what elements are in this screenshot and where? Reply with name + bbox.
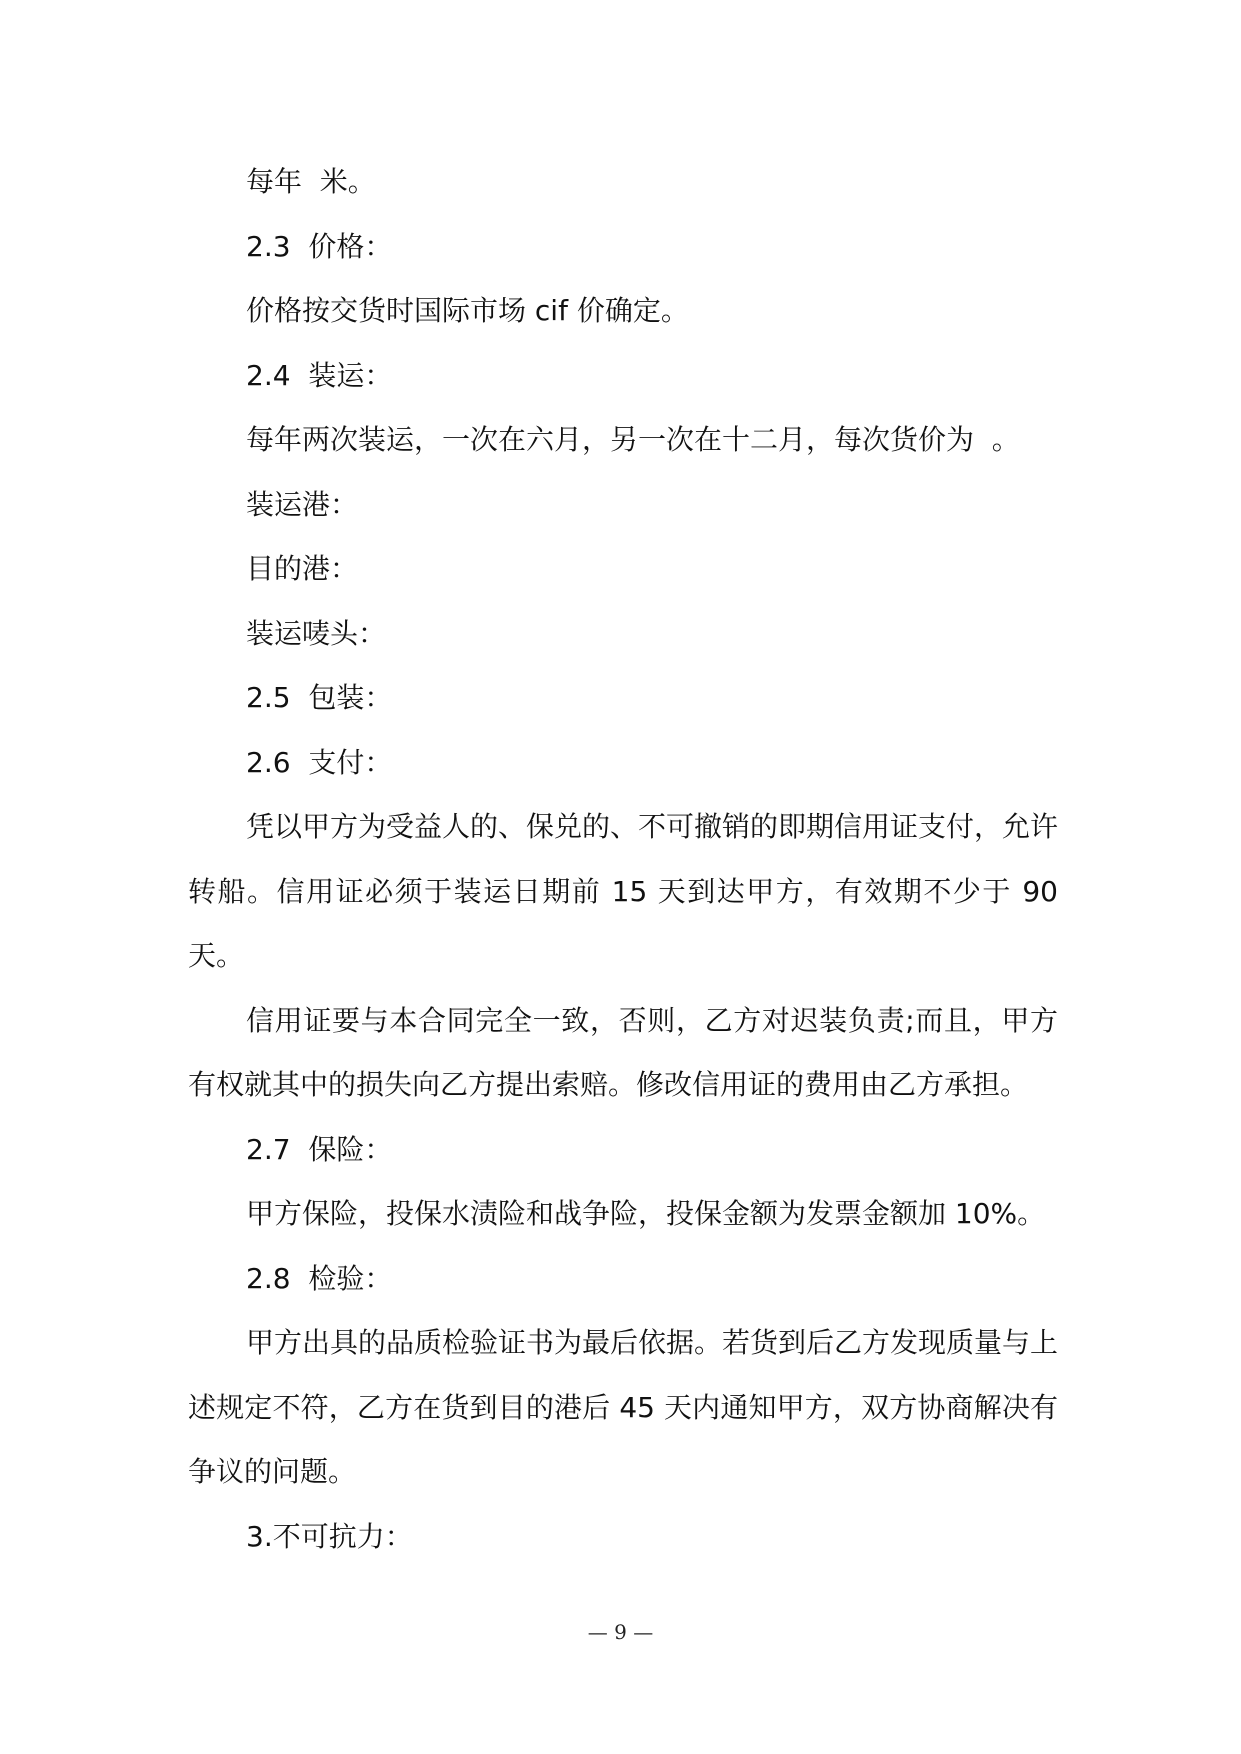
section-heading-inspection: 2.8 检验：	[246, 1261, 393, 1295]
paragraph-letter-of-credit: 信用证要与本合同完全一致，否则，乙方对迟装负责;而且，甲方有权就其中的损失向乙方提出索赔。修改信用证的费用由乙方承担。	[188, 1003, 1058, 1101]
document-body	[188, 150, 1067, 1569]
section-heading-payment: 2.6 支付：	[246, 745, 393, 779]
section-heading-insurance: 2.7 保险：	[246, 1132, 393, 1166]
section-heading-price: 2.3 价格：	[246, 229, 393, 263]
paragraph-price: 价格按交货时国际市场 cif 价确定。	[246, 294, 689, 327]
section-heading-shipment: 2.4 装运：	[246, 358, 393, 392]
paragraph-payment-terms: 凭以甲方为受益人的、保兑的、不可撤销的即期信用证支付，允许转船。信用证必须于装运日期前 15 天到达甲方，有效期不少于 90 天。	[188, 810, 1067, 972]
page-number: — 9 —	[587, 1620, 654, 1644]
field-loading-port: 装运港：	[246, 487, 359, 521]
section-heading-packing: 2.5 包装：	[246, 681, 393, 714]
field-destination-port: 目的港：	[246, 552, 359, 585]
section-heading-force-majeure: 3.不可抗力：	[246, 1519, 413, 1553]
paragraph-insurance: 甲方保险，投保水渍险和战争险，投保金额为发票金额加 10%。	[246, 1197, 1046, 1230]
paragraph-shipment: 每年两次装运，一次在六月，另一次在十二月，每次货价为 。	[246, 423, 1020, 456]
field-shipping-marks: 装运唛头：	[246, 616, 387, 650]
paragraph-inspection: 甲方出具的品质检验证书为最后依据。若货到后乙方发现质量与上述规定不符，乙方在货到目的港后 45 天内通知甲方，双方协商解决有争议的问题。	[188, 1326, 1059, 1488]
paragraph-annual-quantity: 每年 米。	[246, 165, 376, 198]
